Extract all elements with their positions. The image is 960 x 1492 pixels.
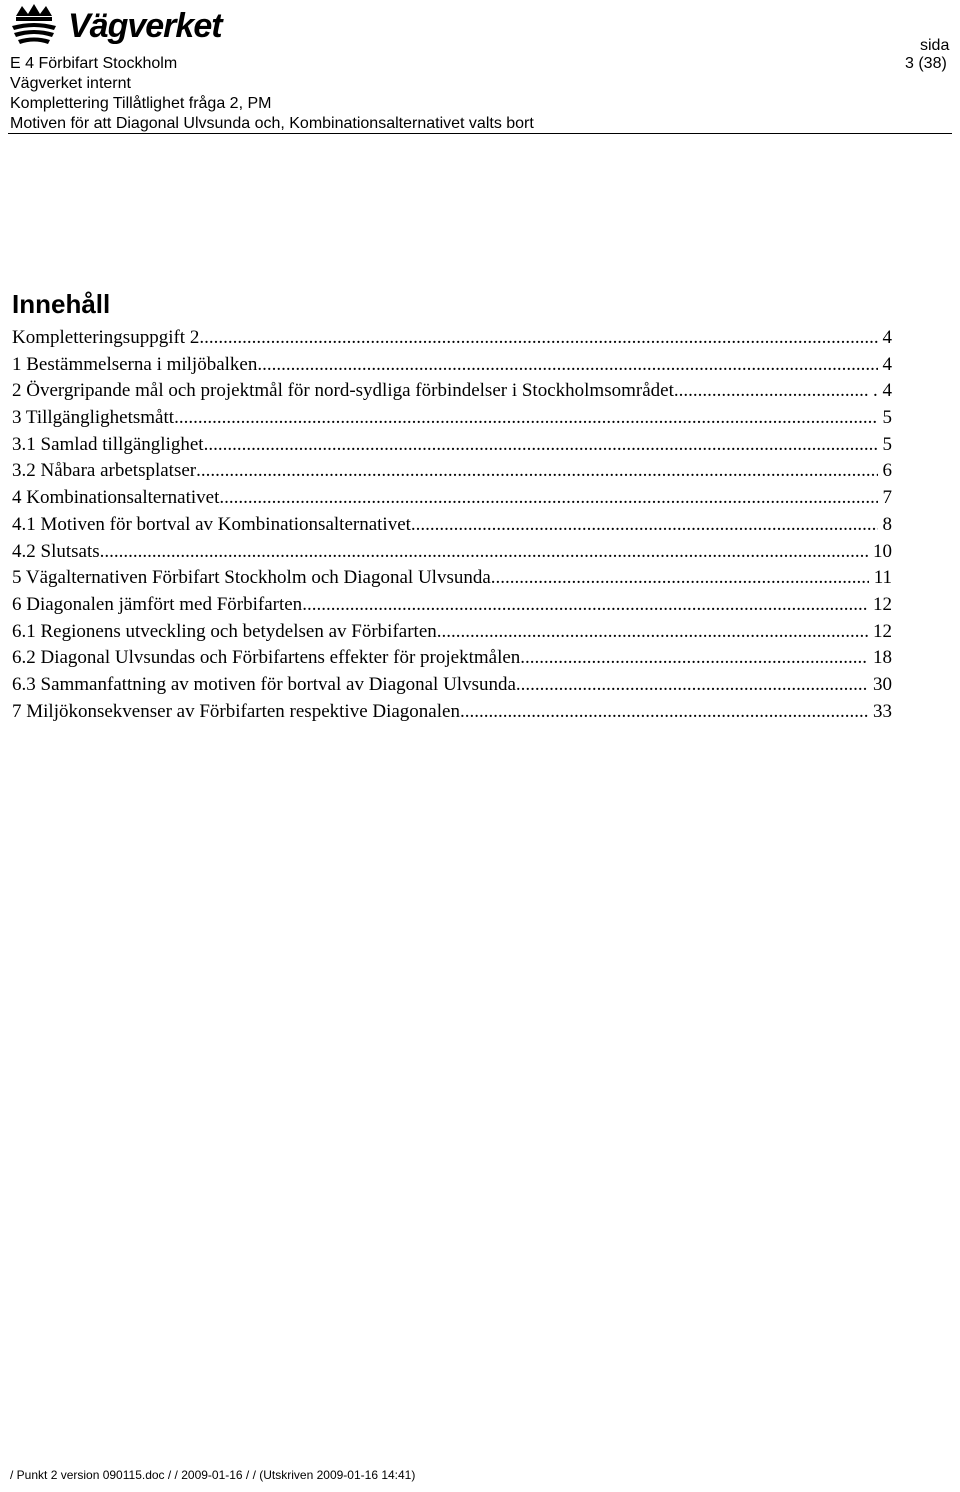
header-divider [8,133,952,134]
page-label: sida [920,37,950,54]
toc-entry-page: 5 [882,407,892,429]
toc-entry-page: 33 [873,700,892,722]
crown-emblem-icon [8,2,60,48]
toc-entry[interactable] [12,699,892,726]
toc-entry-title: 6.3 Sammanfattning av motiven för bortval av Diagonal Ulvsunda [12,673,516,695]
page-number: 3 (38) [905,55,947,72]
toc-entry-title: 3.2 Nåbara arbetsplatser [12,460,197,482]
toc-entry-title: 6.1 Regionens utveckling och betydelsen av Förbifarten [12,620,437,642]
toc-entry-page: 5 [882,433,892,455]
toc-entry-title: 6 Diagonalen jämfört med Förbifarten [12,593,303,615]
toc-heading: Innehåll [12,289,111,319]
project-name: E 4 Förbifart Stockholm [10,55,178,72]
toc-leader-dots [491,565,869,591]
toc-entry[interactable] [12,352,892,379]
toc-entry-page: 4 [882,353,892,375]
toc-entry-title: 1 Bestämmelserna i miljöbalken [12,353,258,375]
toc-entry-title: 2 Övergripande mål och projektmål för nord-sydliga förbindelser i Stockholmsområdet [12,380,674,402]
toc-entry-page: 11 [873,567,892,589]
toc-entry[interactable] [12,619,892,646]
toc-leader-dots [302,592,868,618]
toc-leader-dots [199,325,877,351]
toc-entry[interactable] [12,672,892,699]
toc-entry[interactable] [12,512,892,539]
toc-entry-page: 7 [882,487,892,509]
toc-entry[interactable] [12,405,892,432]
toc-entry[interactable] [12,485,892,512]
toc-leader-dots [174,405,877,431]
toc-leader-dots [196,458,877,484]
toc-entry[interactable] [12,645,892,672]
toc-entry-title: 3.1 Samlad tillgänglighet [12,433,204,455]
toc-entry[interactable] [12,325,892,352]
toc-entry-title: 4.1 Motiven för bortval av Kombinationsalternativet [12,513,411,535]
toc-entry-page: 30 [873,673,892,695]
toc-leader-dots [257,352,877,378]
toc-leader-dots [674,378,868,404]
table-of-contents [12,325,892,725]
document-title: Motiven för att Diagonal Ulvsunda och, Kombinationsalternativet valts bort [10,115,534,132]
logo-wordmark: Vägverket [68,7,222,45]
toc-entry-page: 18 [873,647,892,669]
toc-entry-title: 4.2 Slutsats [12,540,100,562]
toc-leader-dots [219,485,877,511]
classification: Vägverket internt [10,75,131,92]
document-subject: Komplettering Tillåtlighet fråga 2, PM [10,95,272,112]
toc-leader-dots [411,512,878,538]
toc-entry-title: Kompletteringsuppgift 2 [12,327,200,348]
toc-leader-dots [100,539,868,565]
toc-entry-page: . 4 [873,380,892,402]
toc-leader-dots [516,672,868,698]
footer-text: / Punkt 2 version 090115.doc / / 2009-01-16 / / (Utskriven 2009-01-16 14:41) [10,1468,416,1482]
toc-entry-title: 5 Vägalternativen Förbifart Stockholm och Diagonal Ulvsunda [12,567,491,589]
toc-entry-title: 4 Kombinationsalternativet [12,487,220,509]
toc-entry[interactable] [12,378,892,405]
toc-entry-title: 3 Tillgänglighetsmått [12,407,175,429]
toc-entry-page: 12 [873,620,892,642]
toc-entry[interactable] [12,432,892,459]
toc-leader-dots [460,699,868,725]
toc-leader-dots [204,432,878,458]
toc-entry-page: 4 [882,327,892,348]
toc-entry[interactable] [12,539,892,566]
toc-entry-title: 7 Miljökonsekvenser av Förbifarten respektive Diagonalen [12,700,460,722]
toc-entry[interactable] [12,592,892,619]
toc-entry-page: 6 [882,460,892,482]
toc-entry[interactable] [12,458,892,485]
toc-entry-page: 8 [882,513,892,535]
vagverket-logo [8,2,228,50]
toc-entry[interactable] [12,565,892,592]
toc-entry-page: 10 [873,540,892,562]
toc-entry-page: 12 [873,593,892,615]
toc-leader-dots [437,619,868,645]
toc-leader-dots [520,645,868,671]
toc-entry-title: 6.2 Diagonal Ulvsundas och Förbifartens effekter för projektmålen [12,647,521,669]
